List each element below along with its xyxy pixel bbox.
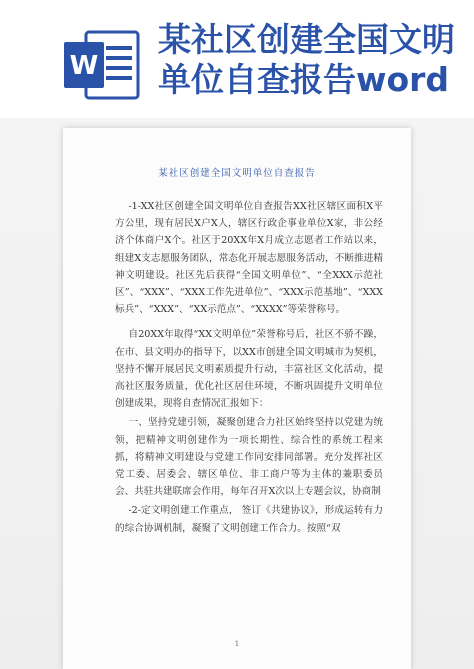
paragraph: -1-XX社区创建全国文明单位自查报告XX社区辖区面积X平方公里，现有居民X户X人，辖区行政企事业单位X家，非公经济个体商户X个。社区于20XX年X月成立志愿者工作站以来，组建X支志愿服务团队，常态化开展志愿服务活动，不断推进精神文明建设。社区先后获得“全国文明单位”、“全XXX示范社区”、“XXX”、“XXX工作先进单位”、“XXX示范基地”、“XXX标兵”、“XXX”、“XX示范点”、“XXXX”等荣誉称号。: [115, 201, 383, 316]
page-number: 1: [234, 640, 240, 648]
paragraph: 自20XX年取得“XX文明单位”荣誉称号后，社区不骄不躁，在市、县文明办的指导下，以XX市创建全国文明城市为契机，坚持不懈开展居民文明素质提升行动，丰富社区文化活动，提高社区服务质量，优化社区居住环境，不断巩固提升文明单位创建成果，现将自查情况汇报如下：: [115, 329, 383, 410]
paragraph: 一、坚持党建引领，凝聚创建合力社区始终坚持以党建为统领，把精神文明创建作为一项长期性、综合性的系统工程来抓，将精神文明建设与党建工作同安排同部署。充分发挥社区党工委、居委会、辖区单位、非工商户等为主体的兼职委员会、共驻共建联席会作用，每年召开X次以上专题会议，协商制: [115, 417, 383, 498]
document-page: [63, 128, 411, 669]
document-title: 某社区创建全国文明单位自查报告: [158, 168, 316, 179]
word-icon-letter: W: [69, 51, 99, 81]
banner: [0, 0, 474, 118]
banner-title: 某社区创建全国文明单位自查报告word: [158, 20, 455, 99]
word-document-icon: [62, 30, 140, 100]
paragraph: -2-定文明创建工作重点， 签订《共建协议》，形成运转有力的综合协调机制，凝聚了文明创建工作合力。按照“双: [115, 505, 383, 534]
document-body: [115, 198, 383, 539]
